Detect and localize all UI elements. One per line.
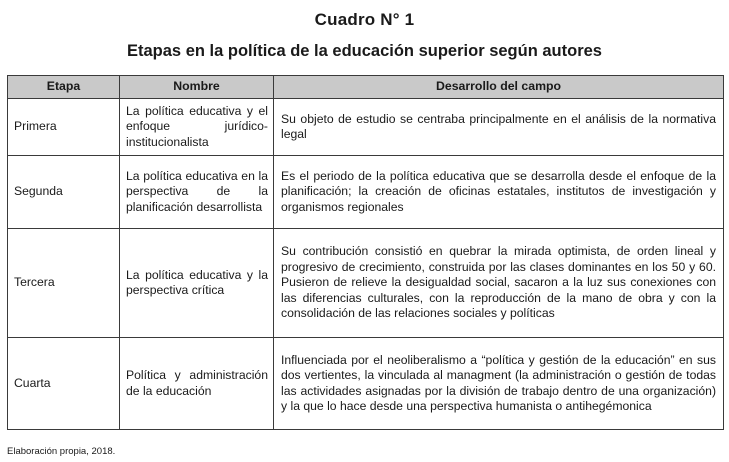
cell-etapa: Segunda xyxy=(8,156,120,229)
cell-desarrollo: Es el periodo de la política educativa que se desarrolla desde el enfoque de la planificación; la creación de oficinas estatales, institutos de investigación y organismos regionales xyxy=(274,156,724,229)
table-caption-title: Etapas en la política de la educación superior según autores xyxy=(127,42,602,60)
table-header-row xyxy=(8,76,724,99)
table-row xyxy=(8,229,724,338)
cell-desarrollo: Su objeto de estudio se centraba principalmente en el análisis de la normativa legal xyxy=(274,99,724,156)
cell-nombre: La política educativa en la perspectiva de la planificación desarrollista xyxy=(120,156,274,229)
source-footnote: Elaboración propia, 2018. xyxy=(7,446,116,457)
table-row xyxy=(8,99,724,156)
table-row xyxy=(8,156,724,229)
table-row xyxy=(8,338,724,430)
cell-etapa: Tercera xyxy=(8,229,120,338)
header-nombre: Nombre xyxy=(120,76,274,99)
cell-desarrollo: Influenciada por el neoliberalismo a “política y gestión de la educación” en sus dos vertientes, la vinculada al managment (la administración o gestión de todas las actividades asignadas por la división de trabajo dentro de una organización) y la que lo hace desde una perspectiva humanista o antihegémonica xyxy=(274,338,724,430)
header-desarrollo: Desarrollo del campo xyxy=(274,76,724,99)
cell-etapa: Cuarta xyxy=(8,338,120,430)
cell-desarrollo: Su contribución consistió en quebrar la mirada optimista, de orden lineal y progresivo de crecimiento, construida por las clases dominantes en los 50 y 60. Pusieron de relieve la desigualdad social, sacaron a la luz sus conexiones con las diferencias culturales, con la reproducción de la mano de obra y con la consolidación de las relaciones sociales y políticas xyxy=(274,229,724,338)
stages-table xyxy=(7,75,724,430)
cell-etapa: Primera xyxy=(8,99,120,156)
cell-nombre: Política y administración de la educación xyxy=(120,338,274,430)
cell-nombre: La política educativa y la perspectiva crítica xyxy=(120,229,274,338)
cell-nombre: La política educativa y el enfoque jurídico-institucionalista xyxy=(120,99,274,156)
header-etapa: Etapa xyxy=(8,76,120,99)
table-caption-number: Cuadro N° 1 xyxy=(314,10,415,29)
